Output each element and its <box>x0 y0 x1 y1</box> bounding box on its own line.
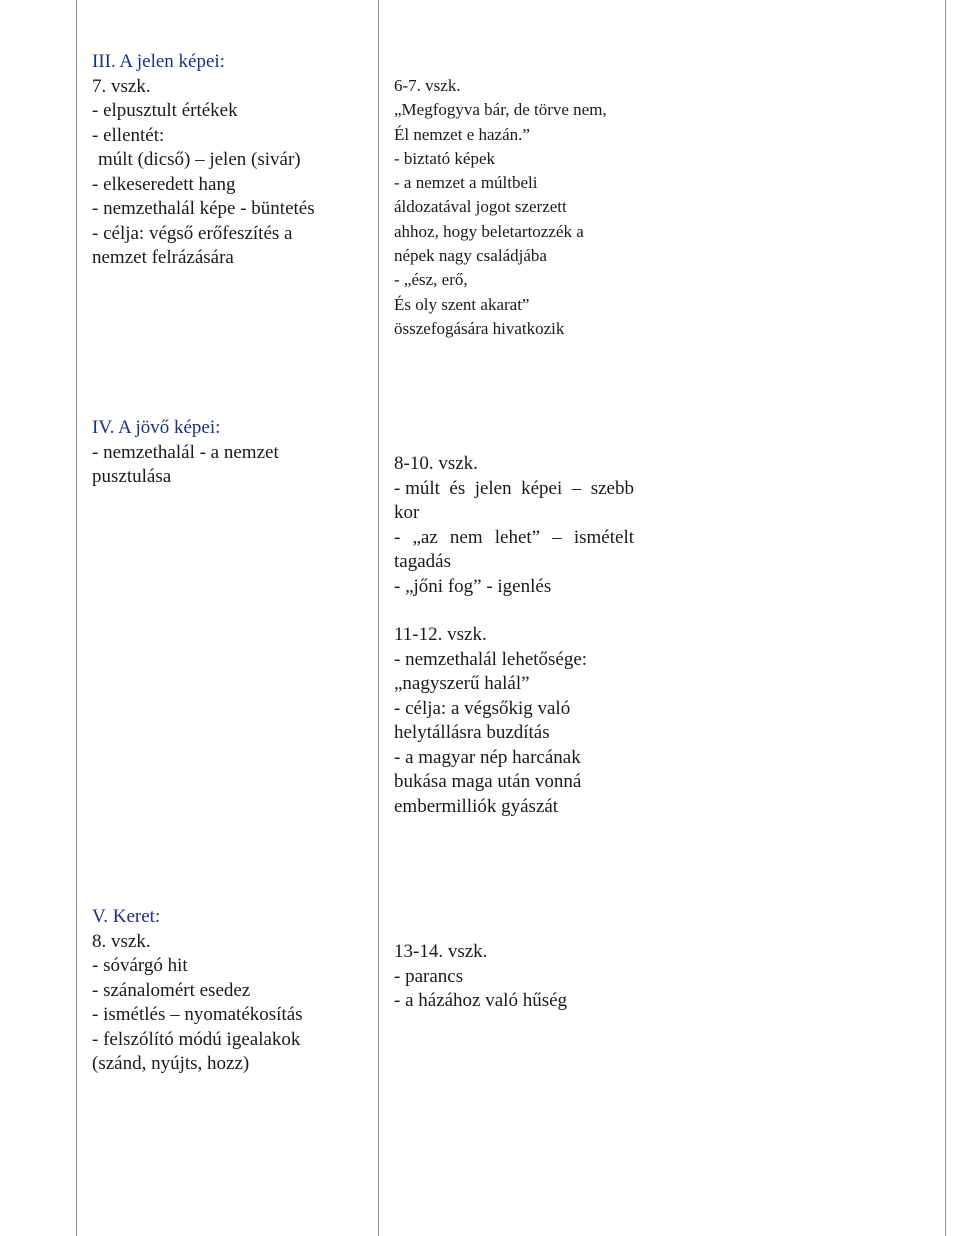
section3-right-line: népek nagy családjába <box>394 246 547 266</box>
section5-left-line: - felszólító módú igealakok <box>92 1028 301 1050</box>
section3-right-line: - biztató képek <box>394 148 496 168</box>
section3-right-line: Él nemzet e hazán.” <box>394 124 530 144</box>
section4-left-line: - nemzethalál - a nemzet <box>92 441 279 463</box>
section5-left-line: - szánalomért esedez <box>92 979 251 1001</box>
word: – <box>571 477 582 499</box>
section4-right-line: - nemzethalál lehetősége: <box>394 648 588 670</box>
section4-left-line: pusztulása <box>92 466 172 487</box>
section4-right-line: - célja: a végsőkig való <box>394 697 571 719</box>
section5-right-cell <box>394 940 567 1014</box>
section3-left-cell <box>92 50 315 271</box>
section4-left-cell <box>92 416 279 490</box>
section5-left-line: (szánd, nyújts, hozz) <box>92 1053 250 1074</box>
word: képei <box>521 477 563 499</box>
section4-right-line: bukása maga után vonná <box>394 771 582 792</box>
section3-right-cell <box>394 74 607 341</box>
section4-right-line: 11-12. vszk. <box>394 624 487 645</box>
section4-right-line: - a magyar nép harcának <box>394 746 581 768</box>
section3-heading: III. A jelen képei: <box>92 51 225 72</box>
section3-left-line: - célja: végső erőfeszítés a <box>92 222 293 244</box>
word: - múlt <box>394 477 440 499</box>
word: lehet” <box>494 526 541 548</box>
section3-right-line: áldozatával jogot szerzett <box>394 197 567 217</box>
section3-left-line: - ellentét: <box>92 124 165 146</box>
section4-justified-line <box>394 477 634 502</box>
section4-right-line: tagadás <box>394 551 451 572</box>
section5-heading: V. Keret: <box>92 906 161 927</box>
table-border-left <box>76 0 77 1236</box>
section5-left-line: - sóvárgó hit <box>92 955 188 976</box>
section4-right-line: „nagyszerű halál” <box>394 673 530 694</box>
section3-left-line: múlt (dicső) – jelen (sivár) <box>98 149 301 170</box>
section5-left-cell <box>92 905 303 1077</box>
section5-right-line: 13-14. vszk. <box>394 941 488 962</box>
word: ismételt <box>573 526 634 548</box>
section3-right-line: És oly szent akarat” <box>394 294 530 314</box>
section4-right-cell-b <box>394 623 587 819</box>
section4-right-line: helytállásra buzdítás <box>394 722 550 743</box>
section3-right-line: 6-7. vszk. <box>394 76 461 95</box>
table-border-middle <box>378 0 379 1236</box>
section3-right-line: - „ész, erő, <box>394 270 468 290</box>
word: „az <box>412 526 438 548</box>
word: - <box>394 526 401 548</box>
section4-right-line: - „jőni fog” - igenlés <box>394 575 552 597</box>
section4-right-line: 8-10. vszk. <box>394 453 478 474</box>
section3-left-line: - elpusztult értékek <box>92 100 238 121</box>
section3-left-line: - elkeseredett hang <box>92 173 236 195</box>
section3-left-line: 7. vszk. <box>92 75 151 97</box>
section3-right-line: „Megfogyva bár, de törve nem, <box>394 100 607 120</box>
word: jelen <box>474 477 512 499</box>
word: – <box>552 526 562 548</box>
word: nem <box>449 526 483 548</box>
section5-left-line: - ismétlés – nyomatékosítás <box>92 1004 303 1025</box>
section5-left-line: 8. vszk. <box>92 930 151 952</box>
section3-right-line: összefogására hivatkozik <box>394 318 565 338</box>
section3-left-line: nemzet felrázására <box>92 247 234 268</box>
section4-justified-line <box>394 526 634 551</box>
section3-right-line: ahhoz, hogy beletartozzék a <box>394 221 584 241</box>
word: szebb <box>590 477 634 499</box>
section5-right-line: - a házához való hűség <box>394 990 568 1011</box>
section5-right-line: - parancs <box>394 965 464 987</box>
section4-right-line: embermilliók gyászát <box>394 795 559 817</box>
word: és <box>449 477 466 499</box>
section4-right-line: kor <box>394 502 420 523</box>
section3-left-line: - nemzethalál képe - büntetés <box>92 198 315 219</box>
table-border-right <box>945 0 946 1236</box>
section3-right-line: - a nemzet a múltbeli <box>394 173 538 193</box>
section4-right-cell-a <box>394 452 634 599</box>
section4-heading: IV. A jövő képei: <box>92 417 221 438</box>
